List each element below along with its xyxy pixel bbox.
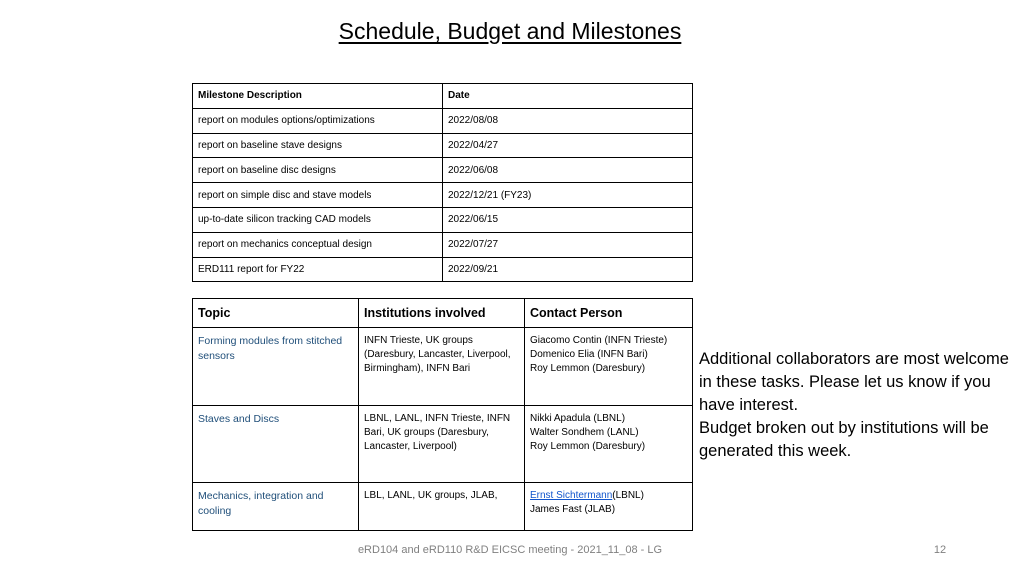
milestone-description-header: Milestone Description bbox=[193, 84, 443, 109]
milestone-date-header: Date bbox=[443, 84, 693, 109]
page-title: Schedule, Budget and Milestones bbox=[338, 18, 682, 44]
topic-cell: Mechanics, integration and cooling bbox=[193, 483, 359, 531]
institutions-header: Institutions involved bbox=[359, 299, 525, 328]
milestone-date: 2022/04/27 bbox=[443, 133, 693, 158]
contact-person: Domenico Elia (INFN Bari) bbox=[530, 349, 648, 360]
contact-person: Roy Lemmon (Daresbury) bbox=[530, 363, 646, 374]
milestone-description: report on mechanics conceptual design bbox=[193, 232, 443, 257]
table-row bbox=[193, 158, 693, 183]
milestone-description: report on modules options/optimizations bbox=[193, 108, 443, 133]
side-note-collaborators: Additional collaborators are most welcome in these tasks. Please let us know if you have interest. bbox=[699, 350, 1009, 414]
contact-link[interactable]: Ernst Sichtermann bbox=[530, 490, 613, 501]
contact-person bbox=[530, 489, 687, 503]
table-row bbox=[193, 483, 693, 531]
milestone-description: report on baseline disc designs bbox=[193, 158, 443, 183]
contact-person: Giacomo Contin (INFN Trieste) bbox=[530, 335, 668, 346]
table-row bbox=[193, 328, 693, 406]
institutions-cell: INFN Trieste, UK groups (Daresbury, Lancaster, Liverpool, Birmingham), INFN Bari bbox=[359, 328, 525, 406]
table-row bbox=[193, 183, 693, 208]
milestone-date: 2022/06/08 bbox=[443, 158, 693, 183]
institutions-cell: LBNL, LANL, INFN Trieste, INFN Bari, UK groups (Daresbury, Lancaster, Liverpool) bbox=[359, 406, 525, 483]
table-row bbox=[193, 257, 693, 282]
contact-person: Roy Lemmon (Daresbury) bbox=[530, 441, 646, 452]
milestone-description: up-to-date silicon tracking CAD models bbox=[193, 207, 443, 232]
milestone-date: 2022/09/21 bbox=[443, 257, 693, 282]
contact-person: Walter Sondhem (LANL) bbox=[530, 427, 639, 438]
milestone-header-row bbox=[193, 84, 693, 109]
contact-cell bbox=[525, 483, 693, 531]
milestone-description: ERD111 report for FY22 bbox=[193, 257, 443, 282]
milestone-date: 2022/07/27 bbox=[443, 232, 693, 257]
topics-header-row bbox=[193, 299, 693, 328]
contact-cell bbox=[525, 328, 693, 406]
side-note bbox=[699, 348, 1019, 463]
page-number: 12 bbox=[933, 544, 947, 556]
footer: eRD104 and eRD110 R&D EICSC meeting - 2021_11_08 - LG bbox=[357, 544, 663, 556]
contact-person: James Fast (JLAB) bbox=[530, 504, 616, 515]
table-row bbox=[193, 406, 693, 483]
milestone-description: report on simple disc and stave models bbox=[193, 183, 443, 208]
contact-cell bbox=[525, 406, 693, 483]
table-row bbox=[193, 207, 693, 232]
topic-header: Topic bbox=[193, 299, 359, 328]
table-row bbox=[193, 232, 693, 257]
milestone-table bbox=[192, 83, 693, 282]
side-note-budget: Budget broken out by institutions will be generated this week. bbox=[699, 419, 989, 460]
milestone-date: 2022/08/08 bbox=[443, 108, 693, 133]
institutions-cell: LBL, LANL, UK groups, JLAB, bbox=[359, 483, 525, 531]
topic-cell: Forming modules from stitched sensors bbox=[193, 328, 359, 406]
table-row bbox=[193, 133, 693, 158]
contact-header: Contact Person bbox=[525, 299, 693, 328]
milestone-date: 2022/12/21 (FY23) bbox=[443, 183, 693, 208]
contact-person: Nikki Apadula (LBNL) bbox=[530, 413, 626, 424]
topic-cell: Staves and Discs bbox=[193, 406, 359, 483]
table-row bbox=[193, 108, 693, 133]
milestone-description: report on baseline stave designs bbox=[193, 133, 443, 158]
milestone-date: 2022/06/15 bbox=[443, 207, 693, 232]
topics-table bbox=[192, 298, 693, 531]
contact-affiliation: (LBNL) bbox=[612, 490, 644, 501]
